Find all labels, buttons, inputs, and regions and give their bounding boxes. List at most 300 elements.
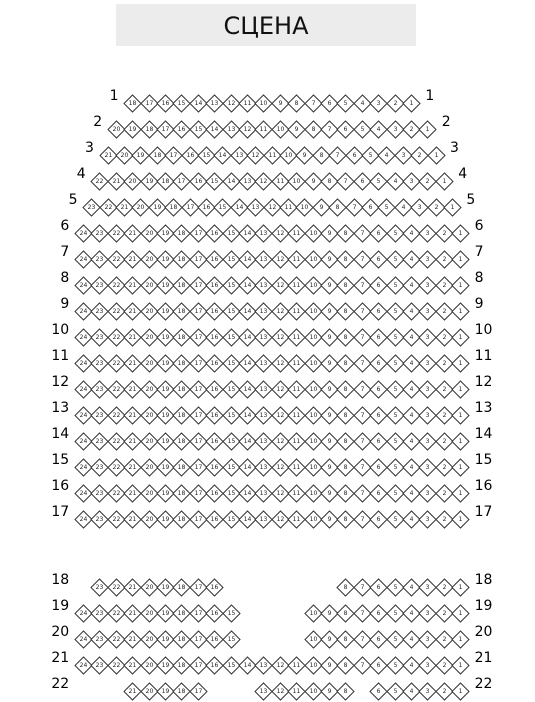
seat-row-7-1[interactable] [451,250,469,268]
seat-number: 18 [177,333,186,341]
seat-number: 22 [112,281,120,289]
seat-number: 9 [327,515,332,523]
seat-number: 15 [227,411,235,419]
seat-number: 16 [210,333,219,341]
seat-number: 17 [186,203,194,211]
seat-number: 3 [425,281,430,289]
seat-number: 3 [425,229,430,237]
seat-number: 22 [112,515,120,523]
seat-number: 8 [343,255,348,263]
seat-number: 2 [442,333,447,341]
row-label-left: 14 [51,426,70,442]
seat-row-2-1[interactable] [419,120,437,138]
seat-number: 3 [425,411,430,419]
row-label-right: 2 [441,114,451,130]
seat-number: 6 [376,255,381,263]
seat-number: 20 [145,333,153,341]
seat-number: 14 [243,359,252,367]
seat-number: 9 [327,385,332,393]
seat-number: 23 [95,359,104,367]
seat-number: 12 [276,229,284,237]
seat-number: 20 [145,437,153,445]
seat-number: 15 [194,125,202,133]
seat-number: 3 [425,661,430,669]
seat-number: 5 [393,411,397,419]
seat-row-20-15[interactable] [222,630,240,648]
seat-number: 16 [210,515,219,523]
seat-number: 20 [145,307,153,315]
seat-row-18-1[interactable] [451,578,469,596]
seat-number: 10 [300,203,309,211]
seat-number: 23 [95,463,104,471]
seat-number: 5 [393,463,397,471]
seat-number: 11 [276,177,284,185]
seat-number: 3 [425,515,430,523]
seat-number: 9 [327,255,332,263]
seat-number: 2 [442,385,447,393]
seat-number: 22 [112,437,120,445]
seat-number: 10 [309,515,317,523]
seat-number: 4 [409,385,414,393]
seat-number: 8 [343,609,348,617]
seat-number: 3 [409,177,414,185]
seat-number: 23 [95,255,104,263]
seat-number: 6 [376,463,381,471]
seat-number: 2 [442,515,447,523]
seat-number: 5 [393,515,397,523]
seat-number: 24 [79,635,88,643]
seat-number: 9 [327,229,332,237]
seat-number: 17 [194,463,202,471]
seat-number: 6 [376,635,381,643]
seat-number: 21 [120,203,129,211]
seat-number: 9 [327,635,332,643]
seat-number: 2 [442,583,447,591]
seat-number: 23 [95,515,104,523]
seat-number: 6 [376,333,381,341]
seat-number: 20 [145,687,153,695]
seat-number: 7 [327,125,332,133]
seat-number: 22 [112,411,120,419]
seat-number: 18 [177,359,186,367]
seat-number: 11 [292,463,301,471]
seat-number: 21 [128,661,137,669]
seat-number: 10 [309,687,317,695]
seat-number: 22 [95,177,104,185]
seat-number: 15 [227,661,235,669]
seat-number: 1 [458,385,463,393]
seat-number: 14 [218,151,227,159]
seat-number: 23 [95,385,104,393]
seat-number: 8 [343,583,348,591]
seat-number: 16 [210,281,219,289]
seat-number: 21 [128,437,137,445]
seat-number: 18 [177,255,186,263]
row-label-right: 19 [474,598,493,614]
seat-number: 7 [343,177,348,185]
row-label-left: 22 [51,676,70,692]
seat-number: 3 [425,635,430,643]
seat-number: 12 [276,437,284,445]
row-label-right: 15 [474,452,493,468]
seat-number: 2 [442,635,447,643]
seat-number: 3 [425,437,430,445]
seat-number: 23 [87,203,96,211]
seat-number: 21 [128,229,137,237]
seat-number: 2 [442,281,447,289]
seat-number: 7 [352,203,356,211]
seat-number: 9 [327,281,332,289]
seat-number: 9 [302,151,307,159]
seat-number: 20 [145,385,153,393]
seat-number: 1 [458,515,463,523]
seat-row-10-1[interactable] [451,328,469,346]
seat-number: 18 [177,609,186,617]
seat-row-22-8[interactable] [337,682,355,700]
seat-number: 1 [458,359,463,367]
seat-number: 15 [227,515,235,523]
seat-number: 5 [393,385,397,393]
seat-number: 20 [145,229,153,237]
seat-number: 20 [145,515,153,523]
seat-row-17-1[interactable] [451,510,469,528]
seat-number: 11 [292,489,301,497]
row-label-left: 12 [51,374,70,390]
seat-number: 7 [360,489,365,497]
seat-number: 8 [343,229,348,237]
row-label-right: 5 [466,192,476,208]
seat-number: 3 [425,687,430,695]
seat-number: 10 [309,229,317,237]
seat-number: 11 [284,203,293,211]
seat-number: 15 [177,99,186,107]
row-label-right: 14 [474,426,493,442]
seat-number: 20 [145,661,153,669]
seat-number: 13 [259,463,268,471]
seat-number: 22 [112,489,120,497]
seat-number: 9 [327,411,332,419]
seat-number: 17 [194,229,202,237]
seat-number: 15 [227,307,235,315]
seat-number: 2 [425,177,430,185]
seat-number: 10 [309,411,317,419]
seat-number: 2 [442,437,447,445]
seat-number: 19 [161,635,170,643]
seat-number: 24 [79,437,88,445]
seat-number: 17 [194,661,202,669]
seat-row-9-1[interactable] [451,302,469,320]
seat-number: 14 [243,661,252,669]
seat-number: 12 [276,385,284,393]
seat-number: 15 [202,151,211,159]
seat-number: 15 [227,359,235,367]
row-label-left: 16 [51,478,70,494]
seat-number: 22 [112,463,120,471]
row-label-left: 17 [51,504,70,520]
seat-number: 4 [409,307,414,315]
seat-number: 7 [311,99,315,107]
seat-number: 5 [360,125,365,133]
seat-number: 18 [177,687,186,695]
seat-row-3-1[interactable] [427,146,445,164]
seat-number: 16 [210,583,219,591]
seat-row-14-1[interactable] [451,432,469,450]
seat-number: 21 [128,609,137,617]
seat-number: 8 [343,281,348,289]
seat-number: 18 [177,229,186,237]
seat-number: 12 [243,125,252,133]
seat-row-18-16[interactable] [205,578,223,596]
seat-number: 11 [292,661,301,669]
seat-number: 5 [393,359,397,367]
seat-number: 14 [243,307,252,315]
seat-number: 12 [276,333,284,341]
seat-number: 16 [210,437,219,445]
row-label-right: 17 [474,504,493,520]
seat-number: 11 [268,151,276,159]
seat-number: 12 [276,687,284,695]
seat-number: 9 [327,463,332,471]
seat-row-13-1[interactable] [451,406,469,424]
seat-number: 12 [276,281,284,289]
seat-number: 1 [458,463,463,471]
seat-number: 24 [79,385,88,393]
seat-number: 14 [235,203,243,211]
seat-row-12-1[interactable] [451,380,469,398]
seat-row-1-1[interactable] [402,94,420,112]
seat-number: 12 [276,463,284,471]
row-label-right: 3 [450,140,459,156]
seat-row-8-1[interactable] [451,276,469,294]
seat-number: 13 [259,661,268,669]
seat-number: 1 [458,583,463,591]
seat-number: 5 [393,281,397,289]
seat-number: 6 [376,437,381,445]
seat-number: 16 [161,99,170,107]
seat-number: 4 [393,177,397,185]
seat-row-16-1[interactable] [451,484,469,502]
seat-number: 22 [112,385,120,393]
seat-number: 14 [194,99,202,107]
seat-number: 11 [292,437,301,445]
seat-number: 2 [442,255,447,263]
seat-row-11-1[interactable] [451,354,469,372]
seat-number: 21 [128,515,137,523]
seat-number: 20 [145,635,153,643]
seat-number: 7 [360,583,365,591]
seat-number: 5 [393,635,397,643]
row-label-right: 16 [474,478,493,494]
seat-number: 5 [376,177,381,185]
row-label-left: 1 [109,88,119,104]
seat-number: 6 [376,385,381,393]
seat-number: 23 [95,333,104,341]
seat-number: 11 [292,255,301,263]
seat-number: 9 [327,359,332,367]
seat-number: 2 [442,229,447,237]
seat-number: 5 [393,661,397,669]
row-label-left: 15 [51,452,70,468]
seat-number: 3 [425,307,430,315]
seat-number: 23 [95,609,104,617]
seat-number: 9 [327,307,332,315]
seat-number: 15 [227,255,235,263]
seat-number: 5 [393,229,397,237]
seat-number: 11 [259,125,268,133]
seat-number: 24 [79,281,88,289]
row-label-right: 1 [425,88,435,104]
seat-number: 3 [425,359,430,367]
seat-number: 21 [128,255,137,263]
seat-number: 7 [360,635,365,643]
seat-number: 20 [145,463,153,471]
seat-number: 10 [309,463,317,471]
seat-number: 15 [227,385,235,393]
seat-number: 4 [409,229,414,237]
row-label-left: 21 [51,650,70,666]
seat-number: 14 [243,229,252,237]
seat-number: 19 [161,463,170,471]
seat-number: 4 [409,359,414,367]
row-label-left: 5 [68,192,78,208]
seat-number: 14 [227,177,235,185]
seat-number: 8 [343,635,348,643]
seat-number: 7 [360,385,365,393]
seat-number: 19 [161,385,170,393]
seat-number: 6 [376,307,381,315]
seat-number: 8 [343,515,348,523]
seat-number: 18 [177,515,186,523]
seat-number: 1 [409,99,414,107]
row-label-left: 18 [51,572,70,588]
seat-number: 24 [79,255,88,263]
seat-number: 24 [79,411,88,419]
seat-number: 8 [343,687,348,695]
row-label-left: 11 [51,348,70,364]
seat-number: 2 [442,411,447,419]
seat-number: 20 [145,255,153,263]
seat-number: 1 [458,661,463,669]
seat-row-22-17[interactable] [189,682,207,700]
seat-number: 22 [112,661,120,669]
seat-number: 20 [145,583,153,591]
seat-number: 13 [259,687,268,695]
seat-number: 10 [309,609,317,617]
seat-number: 6 [360,177,365,185]
seat-number: 3 [425,583,430,591]
seat-number: 19 [161,307,170,315]
seat-number: 4 [409,661,414,669]
seat-number: 5 [393,255,397,263]
seat-number: 9 [327,437,332,445]
seat-number: 6 [376,661,381,669]
row-label-right: 9 [474,296,484,312]
seat-number: 13 [259,489,268,497]
seat-number: 18 [177,635,186,643]
seat-number: 19 [161,255,170,263]
seat-number: 1 [458,333,463,341]
seat-row-19-15[interactable] [222,604,240,622]
seat-number: 10 [309,255,317,263]
seat-number: 18 [177,489,186,497]
seat-number: 15 [227,437,235,445]
seat-number: 23 [95,661,104,669]
seat-number: 6 [368,203,373,211]
seat-number: 9 [327,661,332,669]
seat-number: 16 [210,229,219,237]
seat-row-6-1[interactable] [451,224,469,242]
row-label-left: 8 [60,270,70,286]
seat-number: 21 [128,583,137,591]
seat-number: 17 [161,125,170,133]
seat-number: 24 [79,489,88,497]
seat-number: 8 [343,411,348,419]
seat-number: 9 [311,177,315,185]
seat-number: 3 [425,463,430,471]
seat-number: 12 [276,661,284,669]
seat-number: 18 [169,203,178,211]
row-label-left: 2 [93,114,103,130]
seat-number: 11 [243,99,252,107]
seat-number: 4 [409,583,414,591]
seat-number: 4 [409,489,414,497]
seat-number: 8 [343,385,348,393]
seat-number: 18 [177,583,186,591]
seat-number: 19 [161,333,170,341]
seat-number: 16 [210,255,219,263]
seat-number: 12 [276,515,284,523]
seat-number: 20 [120,151,129,159]
seat-number: 21 [128,463,137,471]
seat-number: 3 [425,255,430,263]
row-label-left: 10 [51,322,70,338]
seat-number: 22 [112,307,120,315]
seat-number: 12 [227,99,235,107]
row-label-left: 7 [60,244,70,260]
seat-number: 15 [210,177,219,185]
seat-row-15-1[interactable] [451,458,469,476]
seat-number: 9 [278,99,283,107]
seat-row-5-1[interactable] [443,198,461,216]
seat-number: 1 [458,281,463,289]
seat-row-21-1[interactable] [451,656,469,674]
seat-number: 2 [442,687,447,695]
seat-number: 13 [210,99,219,107]
seat-number: 16 [210,635,219,643]
seat-number: 4 [409,437,414,445]
seat-number: 24 [79,463,88,471]
seat-number: 6 [343,125,348,133]
seat-number: 21 [128,307,137,315]
seat-number: 10 [309,661,317,669]
seat-number: 16 [210,489,219,497]
seat-number: 9 [294,125,299,133]
seat-number: 4 [409,515,414,523]
seat-number: 5 [384,203,389,211]
seat-row-20-1[interactable] [451,630,469,648]
seat-number: 8 [343,359,348,367]
seat-number: 8 [343,333,348,341]
row-label-right: 7 [474,244,484,260]
seat-number: 11 [292,281,301,289]
seat-number: 4 [376,125,381,133]
seat-number: 13 [259,307,268,315]
seat-number: 15 [227,489,235,497]
seat-row-19-1[interactable] [451,604,469,622]
seat-row-22-1[interactable] [451,682,469,700]
seat-number: 23 [95,635,104,643]
seat-row-4-1[interactable] [435,172,453,190]
